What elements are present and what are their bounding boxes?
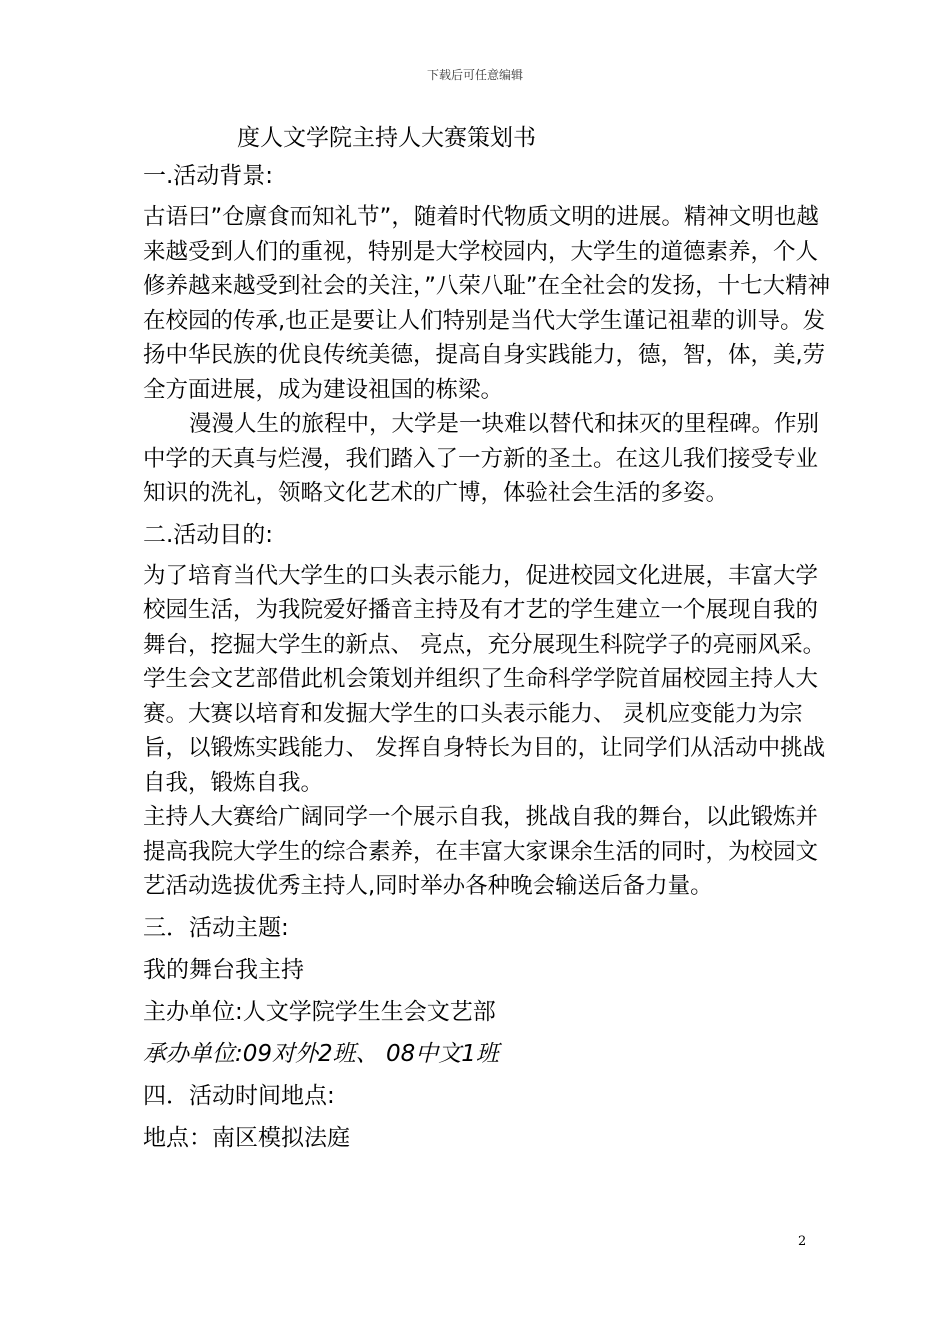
page-number: 2 [798, 1234, 807, 1249]
theme-value: 我的舞台我主持 [143, 956, 304, 983]
document-title: 度人文学院主持人大赛策划书 [237, 125, 536, 151]
section-heading-theme: 三．活动主题: [143, 914, 289, 941]
purpose-paragraph-2: 主持人大赛给广阔同学一个展示自我，挑战自我的舞台，以此锻炼并提高我院大学生的综合素养，在丰富大家课余生活的同时，为校园文艺活动选拔优秀主持人,同时举办各种晚会输送后备力量。 [143, 804, 819, 899]
document-body [143, 118, 833, 1162]
organizer-line: 主办单位:人文学院学生生会文艺部 [143, 998, 496, 1025]
background-paragraph-1: 古语曰”仓廪食而知礼节”，随着时代物质文明的进展。精神文明也越来越受到人们的重视，特别是大学校园内，大学生的道德素养，个人修养越来越受到社会的关注，”八荣八耻”在全社会的发扬，十七大精神在校园的传承,也正是要让人们特别是当代大学生谨记祖辈的训导。发扬中华民族的优良传统美德，提高自身实践能力，德，智，体，美,劳全方面进展，成为建设祖国的栋梁。 [143, 204, 831, 403]
place-line: 地点：南区模拟法庭 [143, 1124, 350, 1151]
background-paragraph-2: 漫漫人生的旅程中，大学是一块难以替代和抹灭的里程碑。作别中学的天真与烂漫，我们踏入了一方新的圣土。在这儿我们接受专业知识的洗礼，领略文化艺术的广博，体验社会生活的多姿。 [143, 411, 820, 506]
purpose-paragraph-1: 为了培育当代大学生的口头表示能力，促进校园文化进展，丰富大学校园生活，为我院爱好播音主持及有才艺的学生建立一个展现自我的舞台，挖掘大学生的新点、 亮点，充分展现生科院学子的亮丽风采。学生会文艺部借此机会策划并组织了生命科学学院首届校园主持人大赛。大赛以培育和发掘大学生的口头表示能力、 灵机应变能力为宗旨，以锻炼实践能力、 发挥自身特长为目的，让同学们从活动中挑战自我，锻炼自我。 [143, 562, 826, 796]
section-heading-time-place: 四．活动时间地点: [143, 1082, 335, 1109]
co-organizer-line: 承办单位:09对外2班、 08中文1班 [143, 1040, 499, 1067]
section-heading-purpose: 二.活动目的: [143, 521, 274, 548]
section-heading-background: 一.活动背景: [143, 163, 274, 189]
page-header-note: 下载后可任意编辑 [426, 68, 523, 82]
